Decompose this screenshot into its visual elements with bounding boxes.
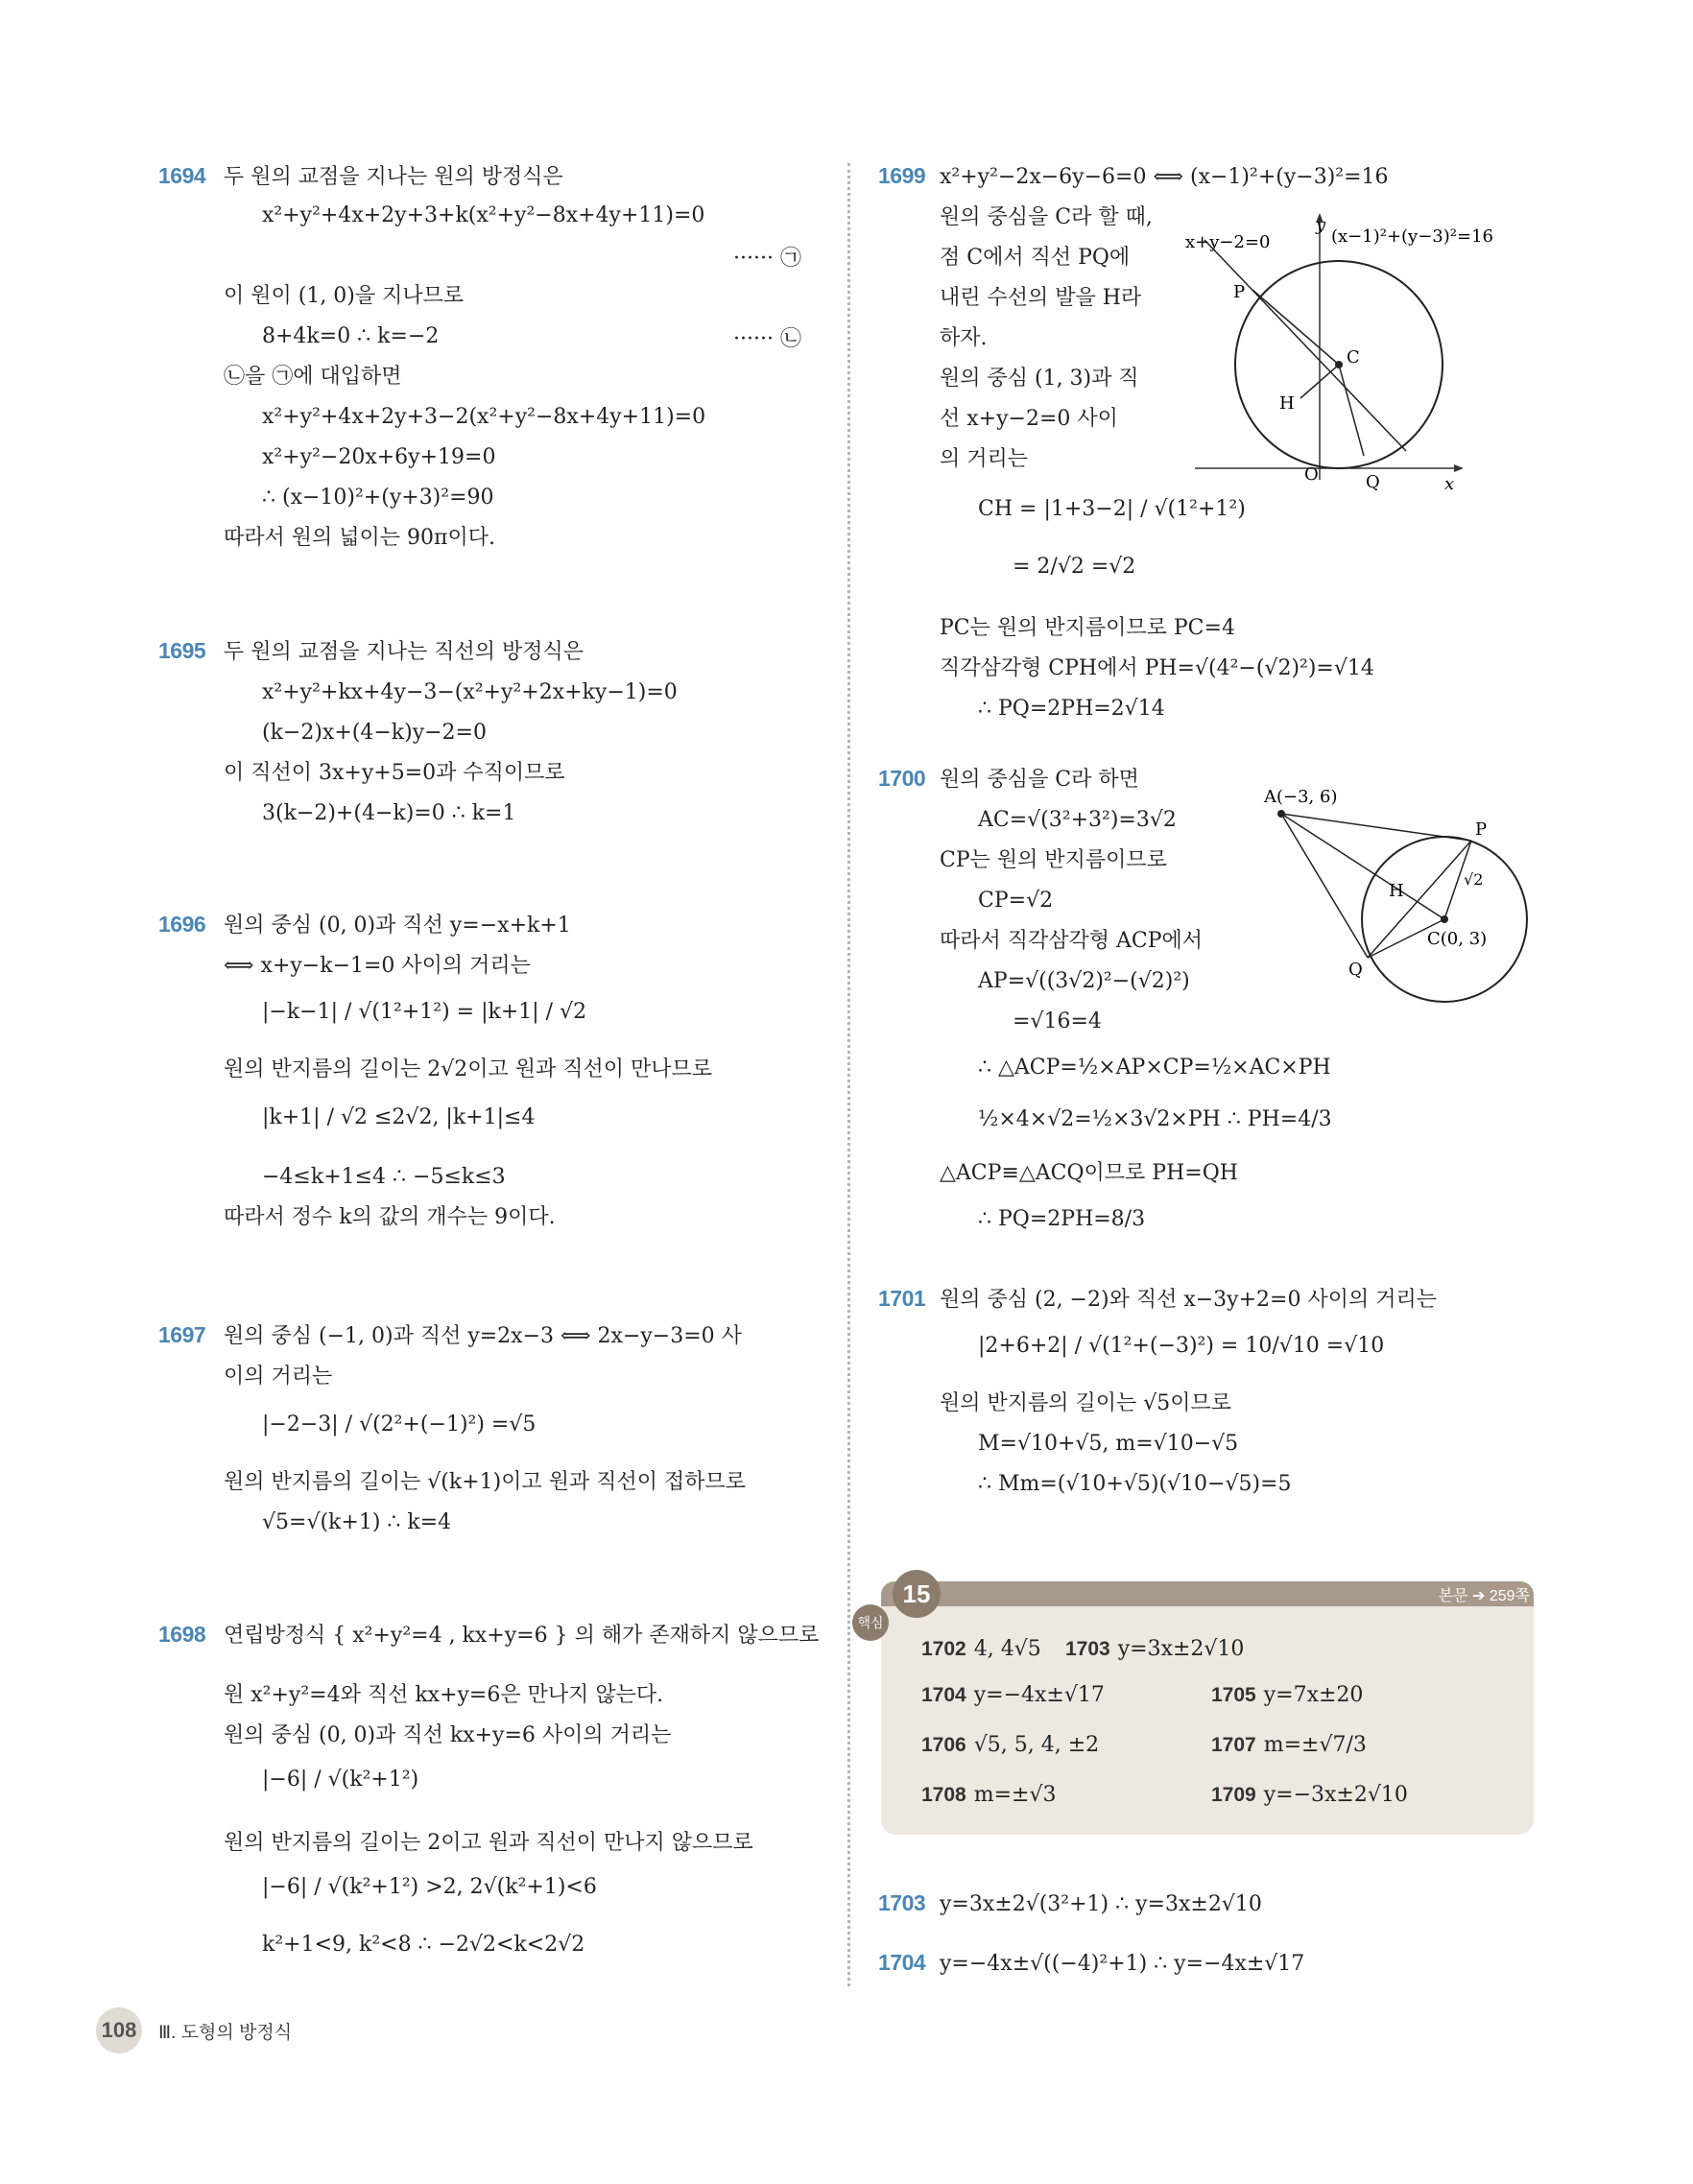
solution-line: 원의 반지름의 길이는 √5이므로 bbox=[940, 1391, 1232, 1415]
answer-number: 1705 bbox=[1211, 1684, 1256, 1706]
core-answer bbox=[921, 1733, 1099, 1757]
line-label: x+y−2=0 bbox=[1185, 232, 1271, 252]
equation-line: |−6| / √(k²+1²) bbox=[262, 1768, 419, 1792]
core-answer bbox=[1065, 1637, 1244, 1661]
equation-line: x²+y²−2x−6y−6=0 ⟺ (x−1)²+(y−3)²=16 bbox=[940, 165, 1389, 189]
circle-label: (x−1)²+(y−3)²=16 bbox=[1331, 226, 1493, 247]
tangent-figure bbox=[1262, 785, 1540, 1006]
solution-line: 두 원의 교점을 지나는 직선의 방정식은 bbox=[224, 640, 584, 664]
problem-number: 1699 bbox=[878, 163, 926, 188]
answer-text: √5, 5, 4, ±2 bbox=[973, 1733, 1100, 1757]
equation-line: CP=√2 bbox=[978, 889, 1054, 913]
answer-text: m=±√7/3 bbox=[1263, 1733, 1367, 1757]
answer-text: y=−4x±√17 bbox=[973, 1683, 1105, 1707]
equation-line: x²+y²+kx+4y−3−(x²+y²+2x+ky−1)=0 bbox=[262, 680, 678, 704]
equation-line: |−6| / √(k²+1²) >2, 2√(k²+1)<6 bbox=[262, 1875, 597, 1899]
page-reference: 본문 ➔ 259쪽 bbox=[1438, 1588, 1530, 1604]
equation-line: x²+y²+4x+2y+3−2(x²+y²−8x+4y+11)=0 bbox=[262, 405, 706, 429]
answer-number: 1709 bbox=[1211, 1784, 1256, 1806]
equation-line: |2+6+2| / √(1²+(−3)²) = 10/√10 =√10 bbox=[978, 1334, 1385, 1358]
answer-text: y=7x±20 bbox=[1263, 1683, 1364, 1707]
equation-marker: ······ ㉡ bbox=[733, 327, 801, 351]
solution-line: 원의 반지름의 길이는 √(k+1)이고 원과 직선이 접하므로 bbox=[224, 1470, 746, 1494]
core-answer bbox=[921, 1683, 1105, 1707]
answer-text: y=3x±2√10 bbox=[1117, 1637, 1245, 1661]
solution-line: 원의 중심을 C라 하면 bbox=[940, 768, 1139, 792]
solution-line: 원의 중심을 C라 할 때, bbox=[940, 205, 1153, 229]
solution-line: 따라서 정수 k의 값의 개수는 9이다. bbox=[224, 1205, 556, 1229]
core-answer bbox=[921, 1637, 1041, 1661]
equation-line: k²+1<9, k²<8 ∴ −2√2<k<2√2 bbox=[262, 1933, 585, 1957]
equation-line: |−k−1| / √(1²+1²) = |k+1| / √2 bbox=[262, 1000, 587, 1024]
equation-line: |−2−3| / √(2²+(−1)²) =√5 bbox=[262, 1412, 537, 1436]
solution-line: 원의 중심 (2, −2)와 직선 x−3y+2=0 사이의 거리는 bbox=[940, 1288, 1437, 1312]
chapter-title: Ⅲ. 도형의 방정식 bbox=[158, 2023, 293, 2043]
answer-number: 1707 bbox=[1211, 1734, 1256, 1756]
problem-number: 1695 bbox=[158, 638, 206, 663]
answer-text: y=−3x±2√10 bbox=[1263, 1783, 1408, 1807]
solution-line: 점 C에서 직선 PQ에 bbox=[940, 246, 1131, 270]
solution-line: 선 x+y−2=0 사이 bbox=[940, 407, 1118, 431]
core-section-number: 15 bbox=[893, 1570, 941, 1618]
solution-line: 이의 거리는 bbox=[224, 1365, 333, 1389]
equation-marker: ······ ㉠ bbox=[733, 247, 801, 271]
answer-text: 4, 4√5 bbox=[973, 1637, 1041, 1661]
equation-line: M=√10+√5, m=√10−√5 bbox=[978, 1432, 1239, 1456]
problem-number: 1704 bbox=[878, 1950, 926, 1975]
point-label: C(0, 3) bbox=[1427, 929, 1488, 949]
solution-line: 의 거리는 bbox=[940, 447, 1029, 471]
problem-number: 1697 bbox=[158, 1322, 206, 1347]
equation-line: |k+1| / √2 ≤2√2, |k+1|≤4 bbox=[262, 1105, 536, 1129]
circle-line-figure bbox=[1185, 202, 1493, 494]
solution-line: 따라서 직각삼각형 ACP에서 bbox=[940, 929, 1204, 953]
point-label: P bbox=[1233, 282, 1246, 302]
equation-line: = 2/√2 =√2 bbox=[1013, 555, 1136, 579]
equation-line: ½×4×√2=½×3√2×PH ∴ PH=4/3 bbox=[978, 1107, 1332, 1131]
point-label: A(−3, 6) bbox=[1264, 787, 1338, 807]
answer-number: 1706 bbox=[921, 1734, 966, 1756]
y-axis-label: y bbox=[1316, 215, 1326, 235]
solution-line: 원의 중심 (0, 0)과 직선 kx+y=6 사이의 거리는 bbox=[224, 1723, 672, 1747]
equation-line: −4≤k+1≤4 ∴ −5≤k≤3 bbox=[262, 1165, 506, 1189]
equation-line: AC=√(3²+3²)=3√2 bbox=[978, 808, 1177, 832]
point-label: H bbox=[1389, 881, 1404, 901]
point-label: P bbox=[1475, 819, 1488, 840]
core-tag: 핵심 bbox=[852, 1604, 889, 1641]
solution-line: 직각삼각형 CPH에서 PH=√(4²−(√2)²)=√14 bbox=[940, 656, 1374, 680]
solution-line: 두 원의 교점을 지나는 원의 방정식은 bbox=[224, 165, 563, 189]
problem-number: 1703 bbox=[878, 1890, 926, 1915]
solution-line: 이 직선이 3x+y+5=0과 수직이므로 bbox=[224, 761, 565, 785]
equation-line: x²+y²−20x+6y+19=0 bbox=[262, 445, 496, 469]
solution-line: ㉡을 ㉠에 대입하면 bbox=[224, 365, 402, 389]
solution-line: 원의 반지름의 길이는 2이고 원과 직선이 만나지 않으므로 bbox=[224, 1831, 753, 1855]
equation-line: ∴ PQ=2PH=8/3 bbox=[978, 1207, 1146, 1231]
answer-number: 1704 bbox=[921, 1684, 966, 1706]
answer-number: 1703 bbox=[1065, 1638, 1110, 1660]
solution-line: △ACP≡△ACQ이므로 PH=QH bbox=[940, 1161, 1238, 1185]
solution-line: 원의 중심 (0, 0)과 직선 y=−x+k+1 bbox=[224, 914, 571, 938]
core-answer bbox=[921, 1783, 1056, 1807]
point-label: Q bbox=[1348, 960, 1363, 980]
problem-number: 1696 bbox=[158, 912, 206, 937]
core-answer bbox=[1211, 1733, 1367, 1757]
core-answer bbox=[1211, 1683, 1363, 1707]
point-label: Q bbox=[1366, 472, 1380, 492]
point-label: O bbox=[1304, 464, 1319, 485]
solution-line: 내린 수선의 발을 H라 bbox=[940, 286, 1142, 310]
answer-text: m=±√3 bbox=[973, 1783, 1057, 1807]
equation-line: ∴ △ACP=½×AP×CP=½×AC×PH bbox=[978, 1056, 1331, 1080]
equation-line: y=−4x±√((−4)²+1) ∴ y=−4x±√17 bbox=[940, 1952, 1305, 1976]
equation-line: 3(k−2)+(4−k)=0 ∴ k=1 bbox=[262, 801, 516, 825]
point-label: H bbox=[1279, 393, 1295, 414]
equation-line: AP=√((3√2)²−(√2)²) bbox=[978, 969, 1190, 993]
problem-number: 1701 bbox=[878, 1286, 926, 1311]
equation-line: x²+y²+4x+2y+3+k(x²+y²−8x+4y+11)=0 bbox=[262, 203, 705, 227]
problem-number: 1698 bbox=[158, 1622, 206, 1647]
equation-line: (k−2)x+(4−k)y−2=0 bbox=[262, 721, 487, 745]
solution-line: 따라서 원의 넓이는 90π이다. bbox=[224, 526, 495, 550]
equation-line: ∴ (x−10)²+(y+3)²=90 bbox=[262, 486, 494, 510]
x-axis-label: x bbox=[1444, 474, 1455, 494]
equation-line: y=3x±2√(3²+1) ∴ y=3x±2√10 bbox=[940, 1892, 1262, 1916]
solution-line: 하자. bbox=[940, 326, 988, 350]
equation-line: =√16=4 bbox=[1013, 1009, 1102, 1033]
equation-line: ∴ Mm=(√10+√5)(√10−√5)=5 bbox=[978, 1472, 1292, 1496]
solution-line: 원의 중심 (1, 3)과 직 bbox=[940, 367, 1139, 391]
column-divider bbox=[847, 163, 850, 1986]
problem-number: 1694 bbox=[158, 163, 206, 188]
length-label: √2 bbox=[1464, 870, 1484, 889]
problem-number: 1700 bbox=[878, 766, 926, 791]
core-answer bbox=[1211, 1783, 1408, 1807]
solution-line: 원 x²+y²=4와 직선 kx+y=6은 만나지 않는다. bbox=[224, 1683, 664, 1707]
equation-line: 8+4k=0 ∴ k=−2 bbox=[262, 324, 440, 348]
solution-line: 이 원이 (1, 0)을 지나므로 bbox=[224, 284, 465, 308]
point-label: C bbox=[1347, 347, 1360, 368]
core-header-bar bbox=[881, 1581, 1534, 1606]
solution-line: 연립방정식 { x²+y²=4 , kx+y=6 } 의 해가 존재하지 않으므로 bbox=[224, 1624, 820, 1648]
solution-line: 원의 반지름의 길이는 2√2이고 원과 직선이 만나므로 bbox=[224, 1057, 713, 1081]
solution-line: 원의 중심 (−1, 0)과 직선 y=2x−3 ⟺ 2x−y−3=0 사 bbox=[224, 1324, 742, 1348]
solution-line: PC는 원의 반지름이므로 PC=4 bbox=[940, 616, 1235, 640]
equation-line: CH = |1+3−2| / √(1²+1²) bbox=[978, 497, 1246, 521]
equation-line: ∴ PQ=2PH=2√14 bbox=[978, 697, 1165, 721]
equation-line: √5=√(k+1) ∴ k=4 bbox=[262, 1510, 452, 1534]
solution-line: CP는 원의 반지름이므로 bbox=[940, 848, 1167, 872]
answer-number: 1702 bbox=[921, 1638, 966, 1660]
solution-line: ⟺ x+y−k−1=0 사이의 거리는 bbox=[224, 954, 531, 978]
answer-number: 1708 bbox=[921, 1784, 966, 1806]
page-number: 108 bbox=[96, 2007, 142, 2053]
